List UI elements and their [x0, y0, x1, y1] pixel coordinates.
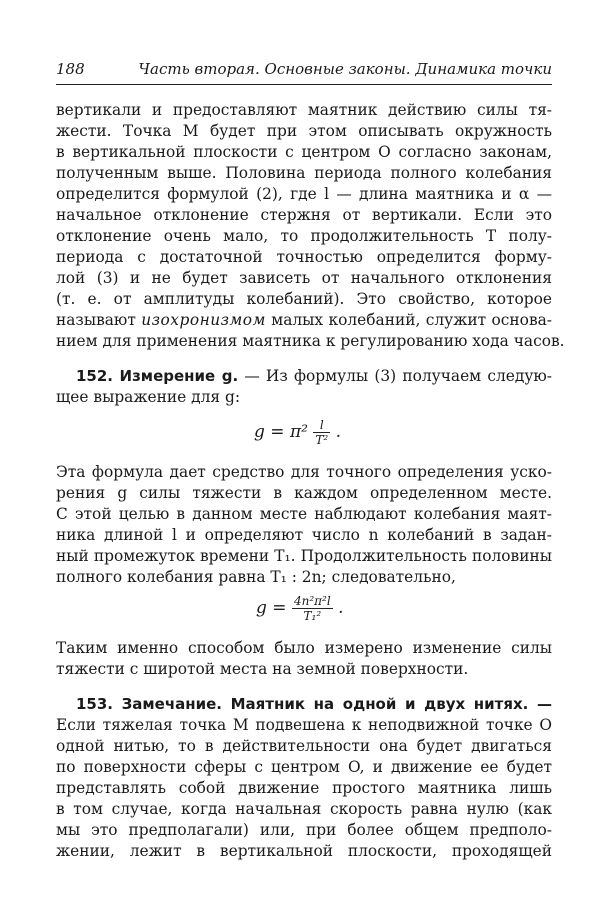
text-line: Эта формула дает средство для точного определения уско-	[56, 463, 552, 481]
section-153-heading: 153. Замечание. Маятник на одной и двух нитях. —	[76, 695, 552, 713]
text-line: начальное отклонение стержня от вертикали. Если это	[56, 206, 552, 224]
formula-eq: =	[272, 598, 287, 618]
formula-tail: .	[338, 598, 344, 618]
text-line: отклонение очень мало, то продолжительность T полу-	[56, 227, 552, 245]
text-line: ный промежуток времени T₁. Продолжительность половины	[56, 547, 552, 565]
text-line: лой (3) и не будет зависеть от начального отклонения	[56, 269, 552, 287]
text-line: в вертикальной плоскости с центром O согласно законам,	[56, 143, 552, 161]
text-line: периода с достаточной точностью определится форму-	[56, 248, 552, 266]
formula-tail: .	[335, 422, 341, 442]
section-153-first-line	[56, 694, 552, 714]
text-line: полученным выше. Половина периода полного колебания	[56, 164, 552, 182]
formula-fraction	[313, 418, 330, 447]
text-line: представлять собой движение простого маятника лишь	[56, 779, 552, 797]
text-line: нием для применения маятника к регулированию хода часов.	[56, 332, 565, 350]
formula-eq: =	[270, 422, 285, 442]
text-line: называют изохронизмом малых колебаний, служит основа-	[56, 311, 552, 329]
emphasized-term: изохронизмом	[141, 311, 266, 329]
text-line: жести. Точка M будет при этом описывать окружность	[56, 122, 552, 140]
formula-numerator: 4n²π²l	[293, 594, 331, 608]
text-line: Таким именно способом было измерено изменение силы	[56, 639, 552, 657]
formula-denominator: T₁²	[303, 609, 322, 623]
section-152-first-line	[56, 366, 552, 386]
text-line: одной нитью, то в действительности она будет двигаться	[56, 737, 552, 755]
formula-g-pendulum	[254, 418, 341, 447]
formula-coef: π²	[289, 422, 308, 442]
page-number: 188	[56, 60, 85, 78]
text-line: рения g силы тяжести в каждом определенном месте.	[56, 484, 552, 502]
running-title: Часть вторая. Основные законы. Динамика точки	[138, 60, 552, 78]
section-152-heading: 152. Измерение g.	[76, 367, 239, 385]
text-line: мы это предполагали) или, при более общем предполо-	[56, 821, 552, 839]
text-line: в том случае, когда начальная скорость равна нулю (как	[56, 800, 552, 818]
formula-lhs: g	[256, 598, 267, 618]
text-line: ника длиной l и определяют число n колебаний в задан-	[56, 526, 552, 544]
text-line: полного колебания равна T₁ : 2n; следовательно,	[56, 568, 456, 586]
text-line: Если тяжелая точка M подвешена к неподвижной точке O	[56, 716, 552, 734]
header-rule	[56, 84, 552, 85]
text-line: тяжести с широтой места на земной поверхности.	[56, 660, 469, 678]
formula-g-measure	[256, 594, 343, 623]
text-line: щее выражение для g:	[56, 388, 241, 406]
section-152-line1: — Из формулы (3) получаем следую-	[238, 367, 552, 385]
text-line: по поверхности сферы с центром O, и движение ее будет	[56, 758, 552, 776]
formula-denominator: T²	[315, 433, 329, 447]
formula-lhs: g	[254, 422, 265, 442]
text-line: вертикали и предоставляют маятник действию силы тя-	[56, 101, 552, 119]
page-header	[56, 60, 552, 82]
book-page	[56, 0, 565, 913]
text-line: жении, лежит в вертикальной плоскости, проходящей	[56, 842, 552, 860]
formula-fraction	[292, 594, 333, 623]
text-line: определится формулой (2), где l — длина маятника и α —	[56, 185, 552, 203]
text-line: С этой целью в данном месте наблюдают колебания маят-	[56, 505, 552, 523]
formula-numerator: l	[313, 418, 330, 433]
text-line: (т. е. от амплитуды колебаний). Это свойство, которое	[56, 290, 552, 308]
